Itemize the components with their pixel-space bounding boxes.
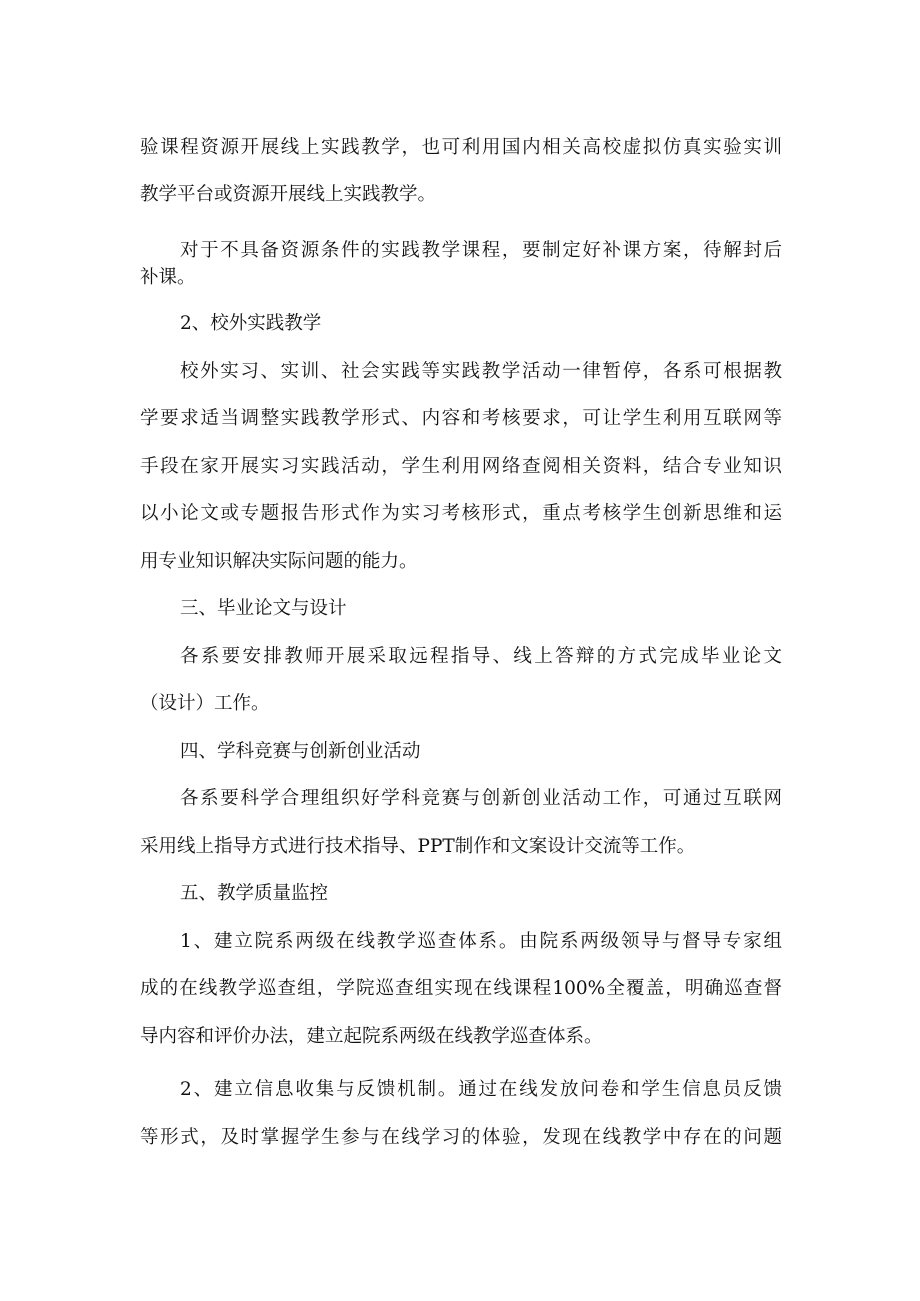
text-line: 导内容和评价办法，建立起院系两级在线教学巡查体系。 bbox=[140, 1026, 603, 1047]
text-line: 等形式，及时掌握学生参与在线学习的体验，发现在线教学中存在的问题 bbox=[140, 1127, 782, 1148]
text-line: 成的在线教学巡查组，学院巡查组实现在线课程100%全覆盖，明确巡查督 bbox=[140, 978, 782, 999]
section-heading: 三、毕业论文与设计 bbox=[180, 598, 347, 619]
section-heading: 五、教学质量监控 bbox=[180, 883, 329, 904]
text-line: 手段在家开展实习实践活动，学生利用网络查阅相关资料，结合专业知识 bbox=[140, 456, 782, 477]
text-line: （设计）工作。 bbox=[140, 693, 270, 714]
text-line: 学要求适当调整实践教学形式、内容和考核要求，可让学生利用互联网等 bbox=[140, 408, 782, 429]
section-heading: 四、学科竞赛与创新创业活动 bbox=[180, 741, 421, 762]
text-line: 教学平台或资源开展线上实践教学。 bbox=[140, 184, 437, 205]
text-line: 用专业知识解决实际问题的能力。 bbox=[140, 551, 418, 572]
text-line: 校外实习、实训、社会实践等实践教学活动一律暂停，各系可根据教 bbox=[180, 361, 782, 382]
text-line: 以小论文或专题报告形式作为实习考核形式，重点考核学生创新思维和运 bbox=[140, 503, 782, 524]
text-line: 采用线上指导方式进行技术指导、PPT制作和文案设计交流等工作。 bbox=[140, 836, 696, 857]
text-line: 1、建立院系两级在线教学巡查体系。由院系两级领导与督导专家组 bbox=[180, 931, 782, 952]
text-line: 对于不具备资源条件的实践教学课程，要制定好补课方案，待解封后 bbox=[180, 240, 782, 261]
text-line: 各系要安排教师开展采取远程指导、线上答辩的方式完成毕业论文 bbox=[180, 646, 782, 667]
text-line: 验课程资源开展线上实践教学，也可利用国内相关高校虚拟仿真实验实训 bbox=[140, 137, 782, 158]
text-line: 各系要科学合理组织好学科竞赛与创新创业活动工作，可通过互联网 bbox=[180, 788, 782, 809]
section-heading: 2、校外实践教学 bbox=[180, 313, 322, 334]
text-line: 2、建立信息收集与反馈机制。通过在线发放问卷和学生信息员反馈 bbox=[180, 1079, 782, 1100]
text-line: 补课。 bbox=[140, 267, 196, 288]
